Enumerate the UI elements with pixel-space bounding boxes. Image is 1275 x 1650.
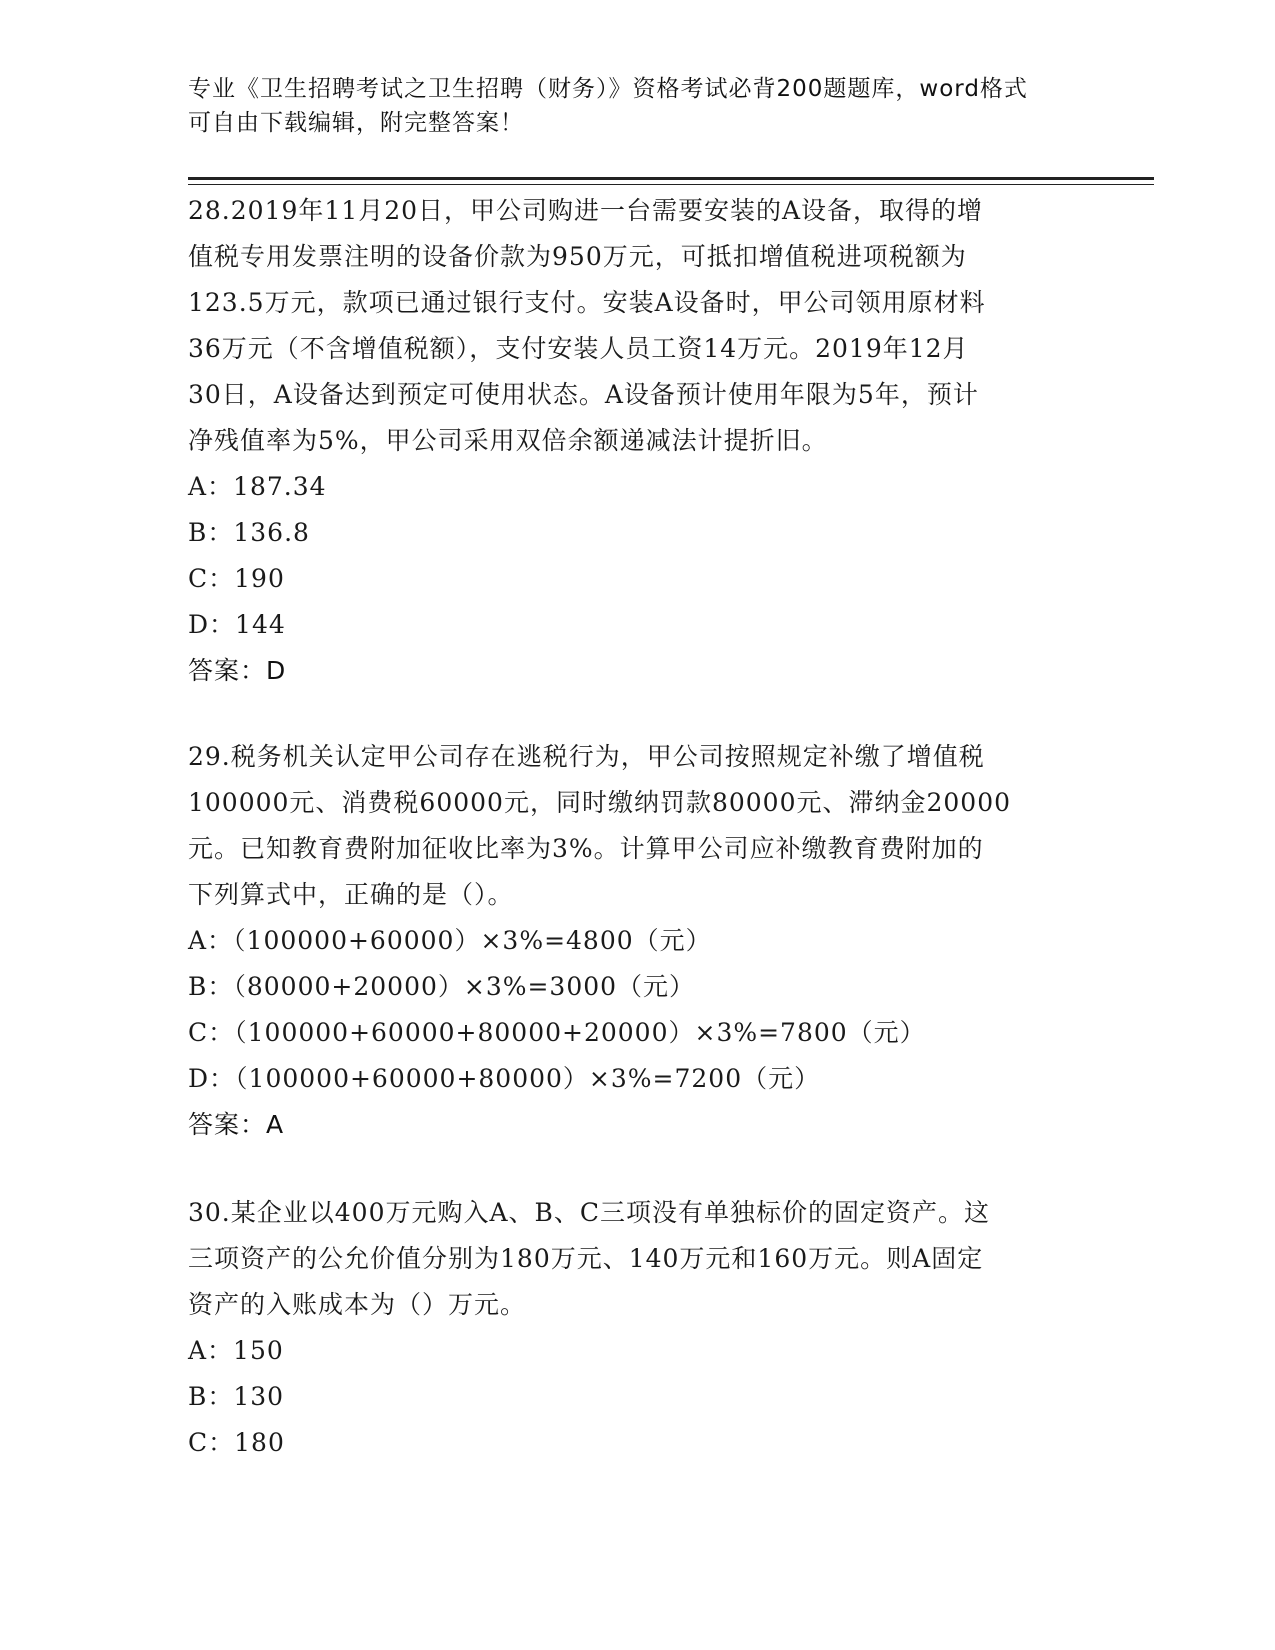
option-b: B：（80000+20000）×3%=3000（元）	[188, 972, 696, 1001]
question-stem-line: 元。已知教育费附加征收比率为3%。计算甲公司应补缴教育费附加的	[188, 834, 984, 863]
question-stem-line: 30.某企业以400万元购入A、B、C三项没有单独标价的固定资产。这	[188, 1198, 991, 1227]
option-b: B：130	[188, 1382, 285, 1411]
question-stem-line: 36万元（不含增值税额），支付安装人员工资14万元。2019年12月	[188, 334, 969, 363]
question-stem-line: 净残值率为5%，甲公司采用双倍余额递减法计提折旧。	[188, 426, 828, 455]
option-c: C：180	[188, 1428, 285, 1457]
question-28	[188, 188, 1088, 694]
option-c: C：190	[188, 564, 285, 593]
question-stem-line: 29.税务机关认定甲公司存在逃税行为，甲公司按照规定补缴了增值税	[188, 742, 985, 771]
header-divider-thick	[188, 177, 1154, 180]
answer-label: 答案：D	[188, 656, 287, 685]
question-stem-line: 100000元、消费税60000元，同时缴纳罚款80000元、滞纳金20000	[188, 788, 1012, 817]
option-a: A：（100000+60000）×3%=4800（元）	[188, 926, 712, 955]
question-stem-line: 下列算式中，正确的是（）。	[188, 880, 514, 909]
question-stem-line: 资产的入账成本为（）万元。	[188, 1290, 527, 1319]
question-stem-line: 30日，A设备达到预定可使用状态。A设备预计使用年限为5年，预计	[188, 380, 979, 409]
question-stem-line: 123.5万元，款项已通过银行支付。安装A设备时，甲公司领用原材料	[188, 288, 986, 317]
option-d: D：144	[188, 610, 286, 639]
document-header	[188, 72, 1088, 140]
question-stem-line: 值税专用发票注明的设备价款为950万元，可抵扣增值税进项税额为	[188, 242, 967, 271]
option-d: D：（100000+60000+80000）×3%=7200（元）	[188, 1064, 821, 1093]
question-stem-line: 三项资产的公允价值分别为180万元、140万元和160万元。则A固定	[188, 1244, 984, 1273]
question-stem-line: 28.2019年11月20日，甲公司购进一台需要安装的A设备，取得的增	[188, 196, 984, 225]
option-a: A：150	[188, 1336, 284, 1365]
option-b: B：136.8	[188, 518, 310, 547]
header-title-line-1: 专业《卫生招聘考试之卫生招聘（财务）》资格考试必背200题题库，word格式	[188, 76, 1028, 102]
option-a: A：187.34	[188, 472, 327, 501]
question-29	[188, 734, 1088, 1148]
header-divider-thin	[188, 184, 1154, 185]
question-30	[188, 1190, 1088, 1466]
answer-label: 答案：A	[188, 1110, 285, 1139]
header-title-line-2: 可自由下载编辑，附完整答案！	[188, 110, 524, 136]
option-c: C：（100000+60000+80000+20000）×3%=7800（元）	[188, 1018, 926, 1047]
